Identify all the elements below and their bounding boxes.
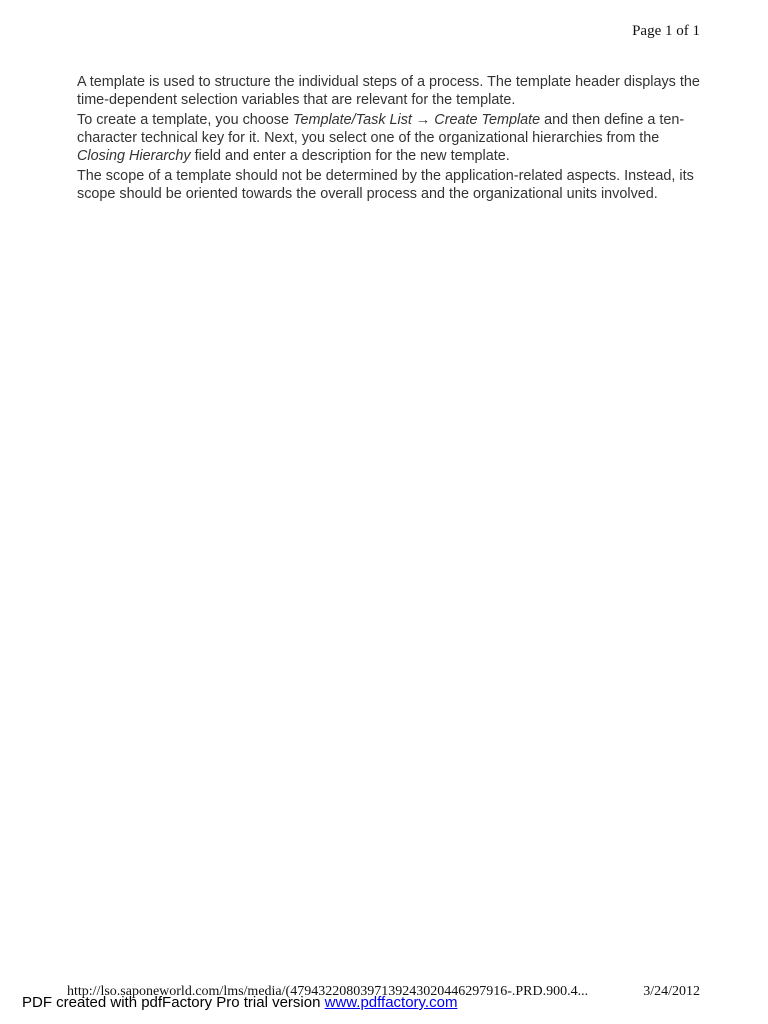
paragraph-2-text-a: To create a template, you choose (77, 112, 293, 128)
field-name-text: Closing Hierarchy (77, 148, 191, 164)
paragraph-1: A template is used to structure the individual steps of a process. The template header displays the time-dependent selection variables that are relevant for the template. (77, 74, 700, 108)
pdf-creator-text: PDF created with pdfFactory Pro trial version (22, 994, 325, 1011)
menu-path-text: Template/Task List → Create Template (293, 112, 541, 128)
paragraph-2-text-c: and then define a ten-character technical key for it. Next, you select one of the organizational hierarchies from the (77, 112, 685, 146)
paragraph-2 (77, 111, 707, 165)
pdf-creator-note (22, 994, 457, 1011)
page-number: Page 1 of 1 (632, 23, 700, 39)
footer-url: http://lso.saponeworld.com/lms/media/(4794322080397139243020446297916-.PRD.900.4... (67, 984, 589, 999)
document-body (77, 73, 707, 205)
footer-date: 3/24/2012 (643, 984, 700, 999)
paragraph-2-text-e: field and enter a description for the new template. (190, 148, 510, 164)
paragraph-3: The scope of a template should not be determined by the application-related aspects. Instead, its scope should be oriented towards the overall process and the organizational units involved. (77, 168, 694, 202)
pdffactory-link[interactable]: www.pdffactory.com (324, 994, 458, 1011)
